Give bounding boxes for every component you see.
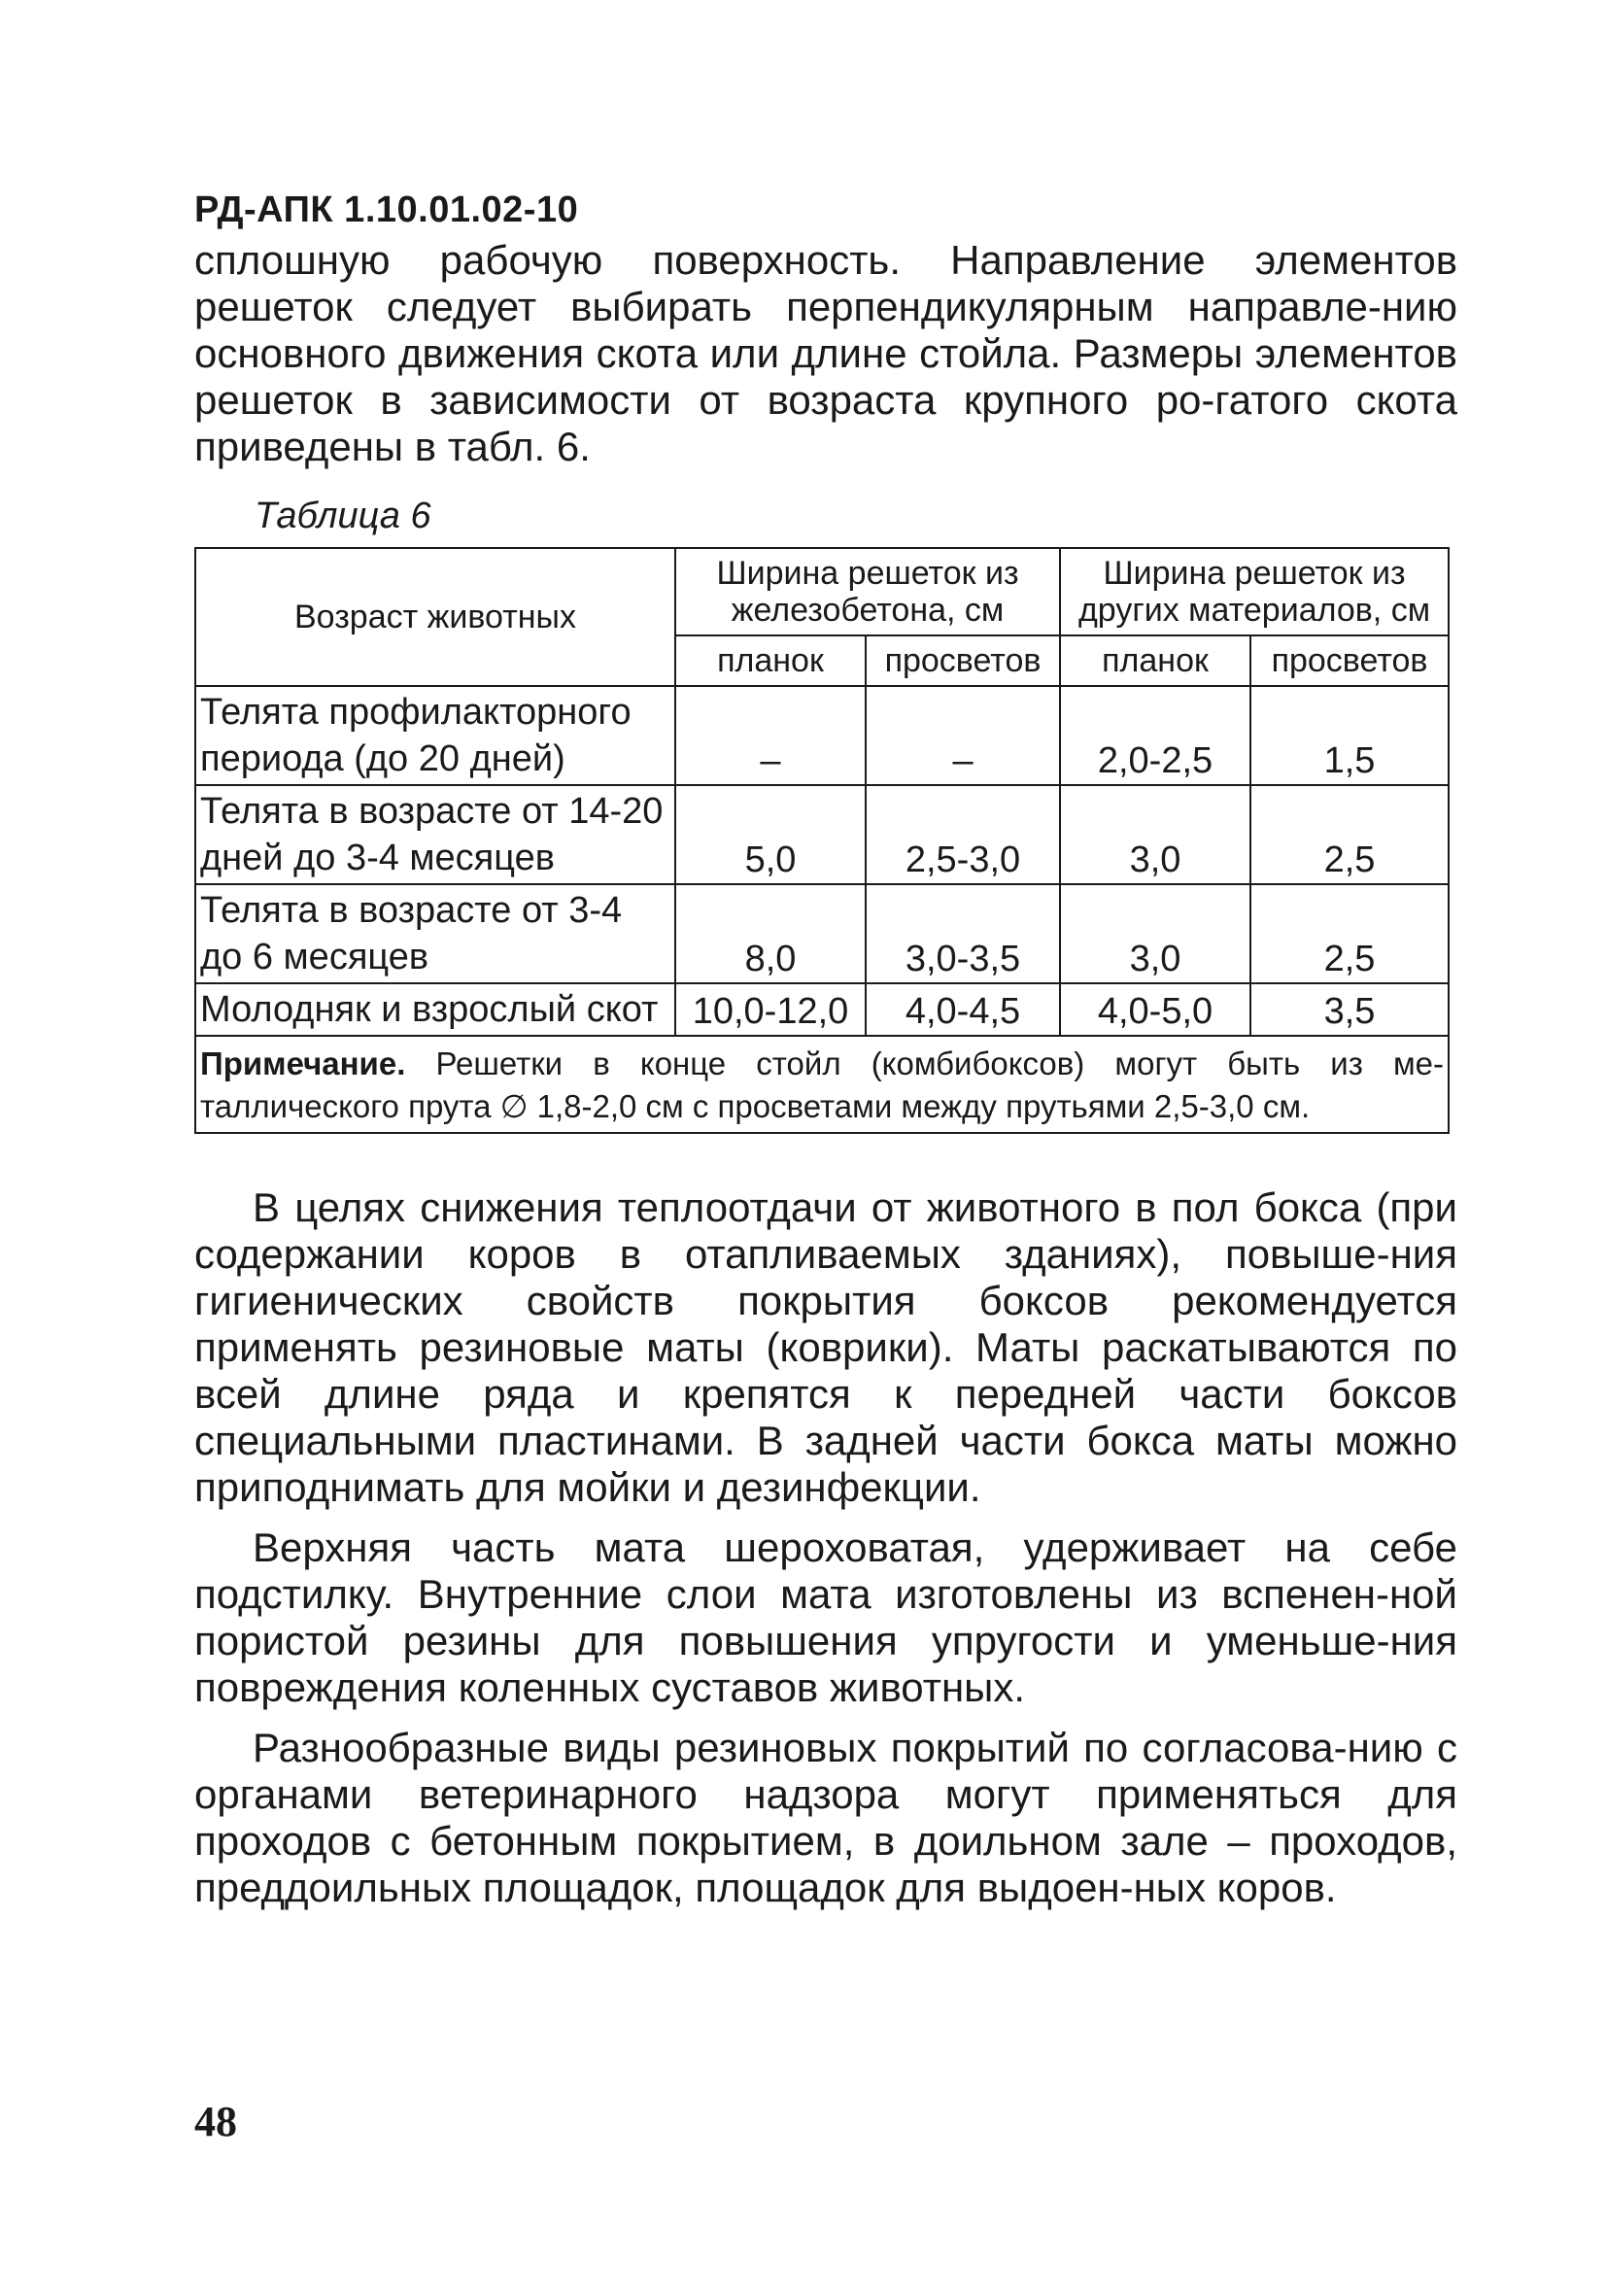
intro-paragraph: сплошную рабочую поверхность. Направление элементов решеток следует выбирать перпендикулярным направле-нию основного движения скота или длине стойла. Размеры элементов решеток в зависимости от возраста крупного ро-гатого скота приведены в табл. 6. [194,237,1457,469]
note-text: Решетки в конце стойл (комбибоксов) могут быть из ме-таллического прута ∅ 1,8-2,0 см с просветами между прутьями 2,5-3,0 см. [200,1045,1445,1124]
header-other-width: Ширина решеток из других материалов, см [1060,548,1449,635]
row-label: Телята в возрасте от 3-4 до 6 месяцев [195,884,675,983]
cell-value: 3,0-3,5 [866,884,1060,983]
paragraph-mat-structure: Верхняя часть мата шероховатая, удерживает на себе подстилку. Внутренние слои мата изготовлены из вспенен-ной пористой резины для повышения упругости и уменьше-ния повреждения коленных суставов животных. [194,1525,1457,1710]
table-caption: Таблица 6 [255,496,431,536]
table-row [195,884,1449,983]
table-row [195,686,1449,785]
cell-value: 3,5 [1250,983,1449,1036]
cell-value: 2,0-2,5 [1060,686,1250,785]
cell-value: 5,0 [675,785,866,884]
cell-value: 2,5 [1250,884,1449,983]
cell-value: 8,0 [675,884,866,983]
row-label: Телята профилакторного периода (до 20 дней) [195,686,675,785]
page-number: 48 [194,2098,237,2145]
row-label: Молодняк и взрослый скот [195,983,675,1036]
cell-value: 2,5-3,0 [866,785,1060,884]
document-code-header: РД-АПК 1.10.01.02-10 [194,189,579,230]
cell-value: 4,0-4,5 [866,983,1060,1036]
subheader-planks-1: планок [675,635,866,686]
paragraph-rubber-coverings: Разнообразные виды резиновых покрытий по согласова-нию с органами ветеринарного надзора могут применяться для проходов с бетонным покрытием, в доильном зале – проходов, преддоильных площадок, площадок для выдоен-ных коров. [194,1725,1457,1910]
table-row [195,983,1449,1036]
body-text [194,1184,1457,1911]
row-label: Телята в возрасте от 14-20 дней до 3-4 месяцев [195,785,675,884]
cell-value: 3,0 [1060,884,1250,983]
cell-value: – [866,686,1060,785]
cell-value: 3,0 [1060,785,1250,884]
subheader-planks-2: планок [1060,635,1250,686]
cell-value: – [675,686,866,785]
subheader-gaps-2: просветов [1250,635,1449,686]
paragraph-rubber-mats: В целях снижения теплоотдачи от животного в пол бокса (при содержании коров в отапливаемых зданиях), повыше-ния гигиенических свойств покрытия боксов рекомендуется применять резиновые маты (коврики). Маты раскатываются по всей длине ряда и крепятся к передней части боксов специальными пластинами. В задней части бокса маты можно приподнимать для мойки и дезинфекции. [194,1184,1457,1510]
table-header-row [195,548,1449,635]
cell-value: 1,5 [1250,686,1449,785]
table-note [195,1036,1449,1133]
header-concrete-width: Ширина решеток из железобетона, см [675,548,1060,635]
note-label: Примечание. [200,1045,406,1081]
grating-width-table [194,547,1450,1134]
header-age: Возраст животных [195,548,675,686]
cell-value: 2,5 [1250,785,1449,884]
subheader-gaps-1: просветов [866,635,1060,686]
table-note-row [195,1036,1449,1133]
table-row [195,785,1449,884]
cell-value: 10,0-12,0 [675,983,866,1036]
document-page [194,189,1457,1911]
cell-value: 4,0-5,0 [1060,983,1250,1036]
